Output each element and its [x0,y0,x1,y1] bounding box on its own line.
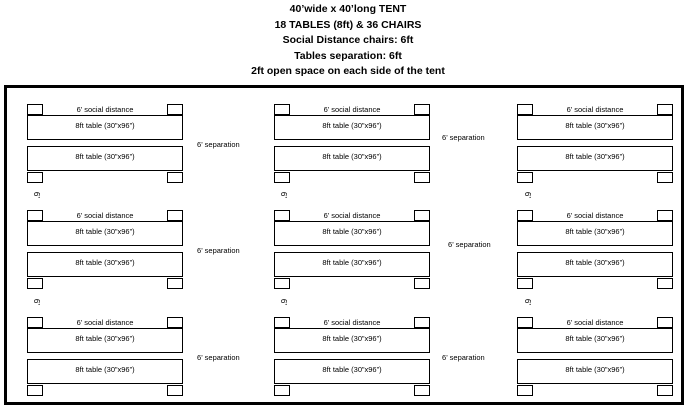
table-group [517,317,673,396]
table [274,221,430,246]
table-label: 8ft table (30”x96”) [565,121,625,130]
chair [414,385,430,396]
table [274,328,430,353]
table-group [274,317,430,396]
table-group [517,104,673,183]
table [517,115,673,140]
table-group [27,210,183,289]
table-label: 8ft table (30”x96”) [75,334,135,343]
vertical-distance-mark: 6’ [523,191,533,199]
table-label: 8ft table (30”x96”) [322,334,382,343]
separation-label: 6’ separation [197,353,240,362]
separation-label: 6’ separation [197,140,240,149]
chair [274,172,290,183]
chair [167,385,183,396]
table-label: 8ft table (30”x96”) [565,334,625,343]
table [274,115,430,140]
table-label: 8ft table (30”x96”) [565,152,625,161]
social-distance-label: 6’ social distance [323,318,381,327]
chair [27,385,43,396]
table-label: 8ft table (30”x96”) [322,365,382,374]
table [274,359,430,384]
table-group [27,104,183,183]
chair [414,278,430,289]
chair [27,278,43,289]
social-distance-label: 6’ social distance [566,211,624,220]
table [27,359,183,384]
title-block [0,2,696,80]
separation-label: 6’ separation [442,133,485,142]
vertical-distance-mark: 6’ [32,298,42,306]
social-distance-label: 6’ social distance [76,318,134,327]
chair [657,278,673,289]
chair [517,278,533,289]
chair [27,172,43,183]
table-label: 8ft table (30”x96”) [322,121,382,130]
vertical-distance-mark: 6’ [279,191,289,199]
chair [414,172,430,183]
table [27,115,183,140]
table-label: 8ft table (30”x96”) [75,365,135,374]
chair [517,172,533,183]
title-line-3: Social Distance chairs: 6ft [282,34,414,47]
chair [167,172,183,183]
table-label: 8ft table (30”x96”) [322,258,382,267]
table-label: 8ft table (30”x96”) [322,227,382,236]
table-label: 8ft table (30”x96”) [75,152,135,161]
title-line-4: Tables separation: 6ft [294,49,402,62]
table-label: 8ft table (30”x96”) [75,121,135,130]
social-distance-label: 6’ social distance [566,318,624,327]
table [517,221,673,246]
chair [657,385,673,396]
table [27,146,183,171]
table [27,221,183,246]
chair [274,278,290,289]
table-label: 8ft table (30”x96”) [322,152,382,161]
table [27,252,183,277]
table-group [274,210,430,289]
vertical-distance-mark: 6’ [523,298,533,306]
table [27,328,183,353]
title-line-1: 40’wide x 40’long TENT [289,3,407,15]
table [517,328,673,353]
table-label: 8ft table (30”x96”) [75,227,135,236]
table [274,252,430,277]
title-line-5: 2ft open space on each side of the tent [251,65,445,78]
separation-label: 6’ separation [197,246,240,255]
tent-outline [4,85,684,405]
table-group [27,317,183,396]
table-group [517,210,673,289]
title-line-2: 18 TABLES (8ft) & 36 CHAIRS [274,18,422,31]
table-label: 8ft table (30”x96”) [75,258,135,267]
chair [167,278,183,289]
social-distance-label: 6’ social distance [76,211,134,220]
chair [657,172,673,183]
social-distance-label: 6’ social distance [76,105,134,114]
table-label: 8ft table (30”x96”) [565,365,625,374]
table [274,146,430,171]
table-label: 8ft table (30”x96”) [565,258,625,267]
vertical-distance-mark: 6’ [32,191,42,199]
separation-label: 6’ separation [442,353,485,362]
separation-label: 6’ separation [448,240,491,249]
table [517,252,673,277]
social-distance-label: 6’ social distance [323,211,381,220]
social-distance-label: 6’ social distance [566,105,624,114]
table [517,146,673,171]
table-label: 8ft table (30”x96”) [565,227,625,236]
table [517,359,673,384]
chair [517,385,533,396]
table-group [274,104,430,183]
chair [274,385,290,396]
social-distance-label: 6’ social distance [323,105,381,114]
vertical-distance-mark: 6’ [279,298,289,306]
